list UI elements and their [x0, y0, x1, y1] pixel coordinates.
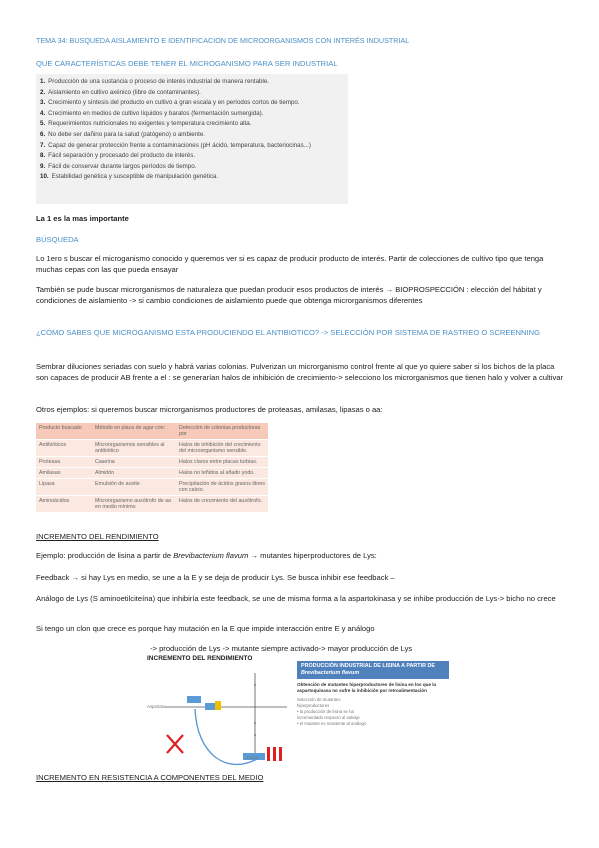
panel-line: • la producción de lisina se ha: [297, 709, 354, 714]
table-cell: Almidón: [92, 468, 176, 479]
list-item-number: 8.: [40, 152, 46, 160]
table-row: [36, 468, 268, 479]
list-item-text: Crecimiento en medios de cultivo líquidos y baratos (fermentación sumergida).: [48, 109, 264, 117]
list-item: [40, 172, 344, 183]
paragraph-analogo: Análogo de Lys (S aminoetilciteína) que inhibiría este feedback, se une de misma forma a la aspartokinasa y se inhibe producción de Lys-> bicho no crece: [36, 594, 556, 603]
list-item: [40, 88, 344, 99]
table-row: [36, 496, 268, 513]
list-item-number: 9.: [40, 162, 46, 170]
list-item-text: Producción de una sustancia o proceso de interés industrial de manera rentable.: [48, 78, 269, 85]
list-item-text: Aislamiento en cultivo axénico (libre de contaminantes).: [48, 88, 201, 96]
table-header: Detección de colonias productoras por: [176, 423, 268, 440]
list-item-number: 6.: [40, 130, 46, 138]
list-item-text: Crecimiento y síntesis del producto en cultivo a gran escala y en períodos cortos de tiempo.: [48, 99, 300, 107]
screening-table: [36, 423, 268, 512]
ejemplo-species: Brevibacterium flavum: [173, 551, 249, 560]
table-cell: Microorganismo auxótrofo de aa en medio mínimo: [92, 496, 176, 513]
figure-left-title: INCREMENTO DEL RENDIMIENTO: [147, 655, 253, 662]
heading-busqueda: BÚSQUEDA: [36, 235, 79, 244]
list-item-number: 2.: [40, 88, 46, 96]
table-cell: Precipitación de ácidos grasos libres con calcio.: [176, 479, 268, 496]
ejemplo-text-end: → mutantes hiperproductores de Lys:: [248, 551, 377, 560]
table-cell: Antibióticos: [36, 440, 92, 457]
table-cell: Halos claros entre placas turbias.: [176, 457, 268, 468]
characteristics-list: [36, 74, 348, 204]
table-row: [36, 479, 268, 496]
list-item-number: 5.: [40, 120, 46, 128]
table-cell: Proteasa: [36, 457, 92, 468]
list-item-text: Fácil separación y procesado del producto de interés.: [48, 152, 196, 160]
panel-subtitle: Obtención de mutantes hiperproductores de lisina en los que la aspartoquinasa no sufre la inhibición por retroalimentación: [297, 682, 437, 693]
table-row: [36, 440, 268, 457]
list-item-text: No debe ser dañino para la salud (patógeno) o ambiente.: [48, 130, 206, 138]
paragraph-produccion: -> producción de Lys -> mutante siempre activado-> mayor producción de Lys: [150, 644, 413, 653]
lysine-panel: [297, 661, 449, 767]
list-item: [40, 119, 344, 130]
table-header: Producto buscado: [36, 423, 92, 440]
panel-line: Selección de mutantes: [297, 697, 341, 702]
paragraph-bioprospeccion: También se pude buscar microrganismos de naturaleza que puedan producir esos productos de interés → BIOPROSPECCIÓN : elección del hábitat y condiciones de aislamiento -> si cambio condiciones de aislamiento puede que obtenga microrganismos diferentes: [36, 285, 542, 305]
paragraph-diluciones: Sembrar diluciones seriadas con suelo y habrá varias colonias. Pulverizan un microrganismo control frente al que yo quiere saber si los bichos de la placa son capaces de producir AB frente a el : se generarían halos de inhibición de crecimiento-> selecciono los microrganismos que tienen halo y volver a cultivar: [36, 362, 563, 382]
table-cell: Lipasa: [36, 479, 92, 496]
table-cell: Halos de inhibición del crecimiento del microorganismo sensible.: [176, 440, 268, 457]
lysine-figure: [147, 655, 449, 767]
list-item-number: 10.: [40, 173, 49, 181]
heading-screening: ¿CÓMO SABES QUE MICROGANISMO ESTA PRODUCIENDO EL ANTIBIOTICO? -> SELECCIÓN POR SISTEMA DE RASTREO O SCREENNING: [36, 328, 541, 337]
panel-line: incrementado respecto al salvaje: [297, 715, 360, 720]
list-item-number: 3.: [40, 99, 46, 107]
list-item: [40, 151, 344, 162]
paragraph-known-organism: Lo 1ero s buscar el microganismo conocido y queremos ver si es capaz de producir producto de interés. Partir de colecciones de cultivo tipo que tenga muchas cepas con las que pueda ensayar: [36, 254, 544, 274]
list-item: [40, 109, 344, 120]
table-cell: Aminoácidos: [36, 496, 92, 513]
list-item-text: Estabilidad genética y susceptible de manipulación genética.: [51, 173, 219, 181]
panel-species: Brevibacterium flavum: [301, 670, 360, 676]
table-header: Método en placa de agar con:: [92, 423, 176, 440]
table-cell: Caseína: [92, 457, 176, 468]
ejemplo-text: Ejemplo: producción de lisina a partir de: [36, 551, 174, 560]
paragraph-feedback: Feedback → si hay Lys en medio, se une a la E y se deja de producir Lys. Se busca inhibir ese feedback –: [36, 573, 395, 582]
list-item-number: 7.: [40, 141, 46, 149]
table-cell: Microorganismos sensibles al antibiótico: [92, 440, 176, 457]
table-cell: Emulsión de aceite: [92, 479, 176, 496]
paragraph-otros-ejemplos: Otros ejemplos: si queremos buscar microrganismos productores de proteasas, amilasas, lipasas o aa:: [36, 405, 383, 414]
lisina-label: Lisina: [247, 755, 259, 760]
panel-line: hiperproductores: [297, 703, 330, 708]
list-item: [40, 98, 344, 109]
heading-resistencia: INCREMENTO EN RESISTENCIA A COMPONENTES DEL MEDIO: [36, 773, 264, 782]
list-item: [40, 130, 344, 141]
important-note: La 1 es la mas importante: [36, 214, 129, 223]
table-cell: Halos de crecimiento del auxótrofo.: [176, 496, 268, 513]
panel-header: [297, 661, 449, 679]
list-item-text: Requerimientos nutricionales no exigentes y temperatura crecimiento alta.: [48, 120, 252, 128]
panel-title: PRODUCCIÓN INDUSTRIAL DE LISINA A PARTIR DE: [301, 663, 435, 669]
heading-characteristics: QUE CARACTERÍSTICAS DEBE TENER EL MICROGANISMO PARA SER INDUSTRIAL: [36, 59, 338, 68]
table-row: [36, 457, 268, 468]
pathway-diagram: [147, 665, 295, 767]
list-item-text: Capaz de generar protección frente a contaminaciones (pH ácido, temperatura, bacteriocinas...): [48, 141, 311, 149]
list-item: [40, 141, 344, 152]
list-item-number: 1.: [40, 78, 46, 85]
panel-line: • el mutante es resistente al análogo: [297, 721, 367, 726]
paragraph-clon: Si tengo un clon que crece es porque hay mutación en la E que impide interacción entre E y análogo: [36, 624, 375, 633]
table-cell: Amilasas: [36, 468, 92, 479]
list-item: [40, 77, 344, 88]
heading-incremento: INCREMENTO DEL RENDIMIENTO: [36, 532, 159, 541]
paragraph-ejemplo: [36, 550, 377, 561]
aspartato-label: Aspartato: [147, 704, 166, 709]
list-item-text: Fácil de conservar durante largos períodos de tiempo.: [48, 162, 197, 170]
list-item: [40, 162, 344, 173]
topic-title: TEMA 34: BUSQUEDA AISLAMIENTO E IDENTIFICACION DE MICROORGANISMOS CON INTERÉS INDUSTRIAL: [36, 36, 410, 45]
list-item-number: 4.: [40, 109, 46, 117]
table-cell: Halos no teñidos al añadir yodo.: [176, 468, 268, 479]
